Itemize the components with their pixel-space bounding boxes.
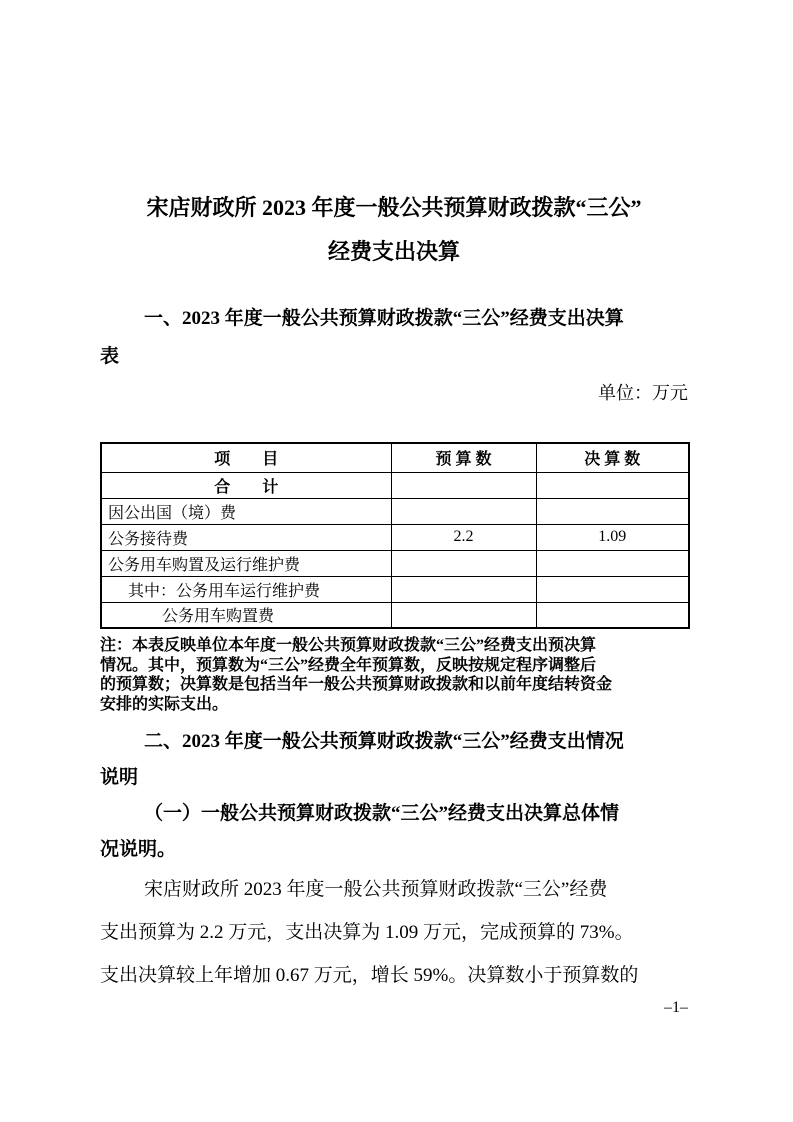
row-vehicle-name: 公务用车购置及运行维护费 xyxy=(101,550,391,576)
note-line-3: 的预算数；决算数是包括当年一般公共预算财政拨款和以前年度结转资金 xyxy=(100,676,613,693)
row-vehicle-purchase-name: 公务用车购置费 xyxy=(101,602,391,628)
title-line-2: 经费支出决算 xyxy=(327,239,460,264)
section2-heading-line-1: 二、2023 年度一般公共预算财政拨款“三公”经费支出情况 xyxy=(144,731,624,752)
row-abroad-final xyxy=(536,498,689,524)
expense-table xyxy=(100,442,690,629)
row-vehicle-final xyxy=(536,550,689,576)
row-reception-budget: 2.2 xyxy=(391,524,536,550)
row-abroad-budget xyxy=(391,498,536,524)
column-header-final: 决 算 数 xyxy=(536,443,689,472)
subsection-heading-line-1: （一）一般公共预算财政拨款“三公”经费支出决算总体情 xyxy=(144,803,620,824)
title-line-1: 宋店财政所 2023 年度一般公共预算财政拨款“三公” xyxy=(146,195,642,220)
row-vehicle-purchase-budget xyxy=(391,602,536,628)
section2-heading-line-2: 说明 xyxy=(100,767,139,788)
page-number: –1– xyxy=(664,999,688,1016)
row-total-budget xyxy=(391,472,536,498)
paragraph-line-1: 宋店财政所 2023 年度一般公共预算财政拨款“三公”经费 xyxy=(144,879,608,900)
row-vehicle-operation-name: 其中：公务用车运行维护费 xyxy=(101,576,391,602)
paragraph-line-2: 支出预算为 2.2 万元，支出决算为 1.09 万元，完成预算的 73%。 xyxy=(100,922,634,943)
column-header-budget: 预 算 数 xyxy=(391,443,536,472)
table-row-abroad xyxy=(101,498,689,524)
section1-heading-line-2: 表 xyxy=(100,346,120,367)
row-reception-name: 公务接待费 xyxy=(101,524,391,550)
row-abroad-name: 因公出国（境）费 xyxy=(101,498,391,524)
note-line-1: 注：本表反映单位本年度一般公共预算财政拨款“三公”经费支出预决算 xyxy=(100,637,597,654)
table-row-reception xyxy=(101,524,689,550)
table-row-vehicle-purchase xyxy=(101,602,689,628)
note-line-2: 情况。其中，预算数为“三公”经费全年预算数，反映按规定程序调整后 xyxy=(100,656,597,674)
note-line-4: 安排的实际支出。 xyxy=(100,695,229,713)
row-vehicle-purchase-final xyxy=(536,602,689,628)
section1-heading-line-1: 一、2023 年度一般公共预算财政拨款“三公”经费支出决算 xyxy=(144,308,624,329)
row-vehicle-operation-final xyxy=(536,576,689,602)
subsection-heading xyxy=(100,796,688,868)
column-header-item: 项 目 xyxy=(101,443,391,472)
table-row-vehicle-operation xyxy=(101,576,689,602)
row-total-final xyxy=(536,472,689,498)
table-note xyxy=(100,636,688,714)
table-header-row xyxy=(101,443,689,472)
row-total-name: 合 计 xyxy=(101,472,391,498)
section2-heading xyxy=(100,724,688,796)
unit-label: 单位：万元 xyxy=(598,383,688,403)
subsection-heading-line-2: 况说明。 xyxy=(100,839,177,860)
row-vehicle-operation-budget xyxy=(391,576,536,602)
table-row-total xyxy=(101,472,689,498)
row-vehicle-budget xyxy=(391,550,536,576)
section1-heading xyxy=(100,300,688,376)
paragraph-line-3: 支出决算较上年增加 0.67 万元，增长 59%。决算数小于预算数的 xyxy=(100,965,639,986)
document-title xyxy=(100,186,688,274)
row-reception-final: 1.09 xyxy=(536,524,689,550)
table-row-vehicle xyxy=(101,550,689,576)
body-paragraph xyxy=(100,868,688,997)
